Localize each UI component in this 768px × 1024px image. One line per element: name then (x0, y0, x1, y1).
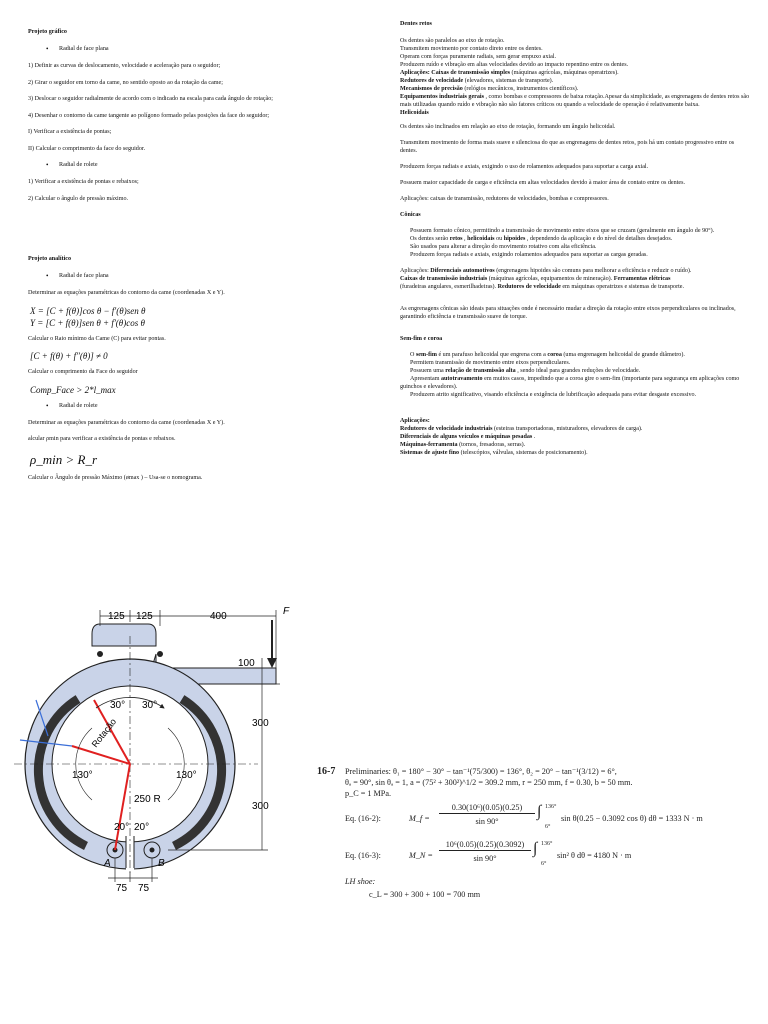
conicas-5: Aplicações: Diferenciais automotivos (engrenagens hipoides são comuns para melhorar a eficiência e reduzir o ruído). (400, 268, 692, 274)
conicas-7: (furadeiras angulares, esmerilhadeiras). Redutores de velocidade em máquinas operatrizes e sistemas de transporte. (400, 284, 685, 290)
dim-75-b: 75 (138, 883, 150, 894)
step-2: 2) Girar o seguidor em torno da came, no sentido oposto ao da rotação da came; (28, 79, 223, 86)
semfim-2: Permitem transmissão de movimento entre eixos perpendiculares. (410, 360, 571, 366)
aplicacao-4: Sistemas de ajuste fino (telescópios, válvulas, sistemas de posicionamento). (400, 450, 588, 456)
bullet-radial-face-plana: • Radial de face plana (59, 45, 368, 53)
preliminaries-line: Preliminaries: θ₁ = 180° − 30° − tan⁻¹(75/300) = 136°, θ₂ = 20° − tan⁻¹(3/12) = 6°, (345, 767, 617, 776)
angle-130-right: 130° (176, 770, 197, 781)
mf-numerator: 0.30(10⁶)(0.05)(0.25) (439, 802, 535, 814)
step-II: II) Calcular o comprimento da face do seguidor. (28, 145, 146, 152)
heading-projeto-grafico: Projeto gráfico (28, 29, 67, 35)
point-a-label: A (104, 858, 111, 869)
aplicacao-1: Redutores de velocidade industriais (esteiras transportadoras, misturadores, elevadores de carga). (400, 426, 643, 432)
aplicacao-3: Máquinas-ferramenta (tornos, fresadoras, serras). (400, 442, 526, 448)
helicoidais-4: Possuem maior capacidade de carga e eficiência em altas velocidades devido à maior área de contato entre os dentes. (400, 180, 685, 186)
radius-label: 250 R (134, 794, 161, 805)
solution-block (317, 764, 747, 904)
heading-dentes-retos: Dentes retos (400, 21, 432, 27)
semfim-3: Possuem uma relação de transmissão alta , sendo ideal para grandes reduções de velocidade. (410, 368, 641, 374)
bullet-analitico-face-plana: • Radial de face plana (59, 272, 368, 280)
analitico-step-1: Determinar as equações paramétricas do contorno da came (coordenadas X e Y). (28, 290, 225, 296)
step-4: 4) Desenhar o contorno da came tangente ao polígono formado pelas posições da face do seguidor; (28, 112, 270, 119)
dim-100: 100 (238, 658, 255, 669)
dim-125-a: 125 (108, 611, 125, 622)
mf-denominator: sin 90° (475, 817, 499, 826)
problem-number: 16-7 (317, 766, 336, 777)
step-rolete-2: 2) Calcular o ângulo de pressão máximo. (28, 195, 129, 202)
cl-equation: c_L = 300 + 300 + 100 = 700 mm (369, 890, 481, 899)
heading-sem-fim: Sem-fim e coroa (400, 336, 443, 342)
heading-conicas: Cônicas (400, 212, 421, 218)
pin-top-right (157, 651, 163, 657)
equation-c: [C + f(θ) + f″(θ)] ≠ 0 (30, 351, 108, 361)
dim-400: 400 (210, 611, 227, 622)
semfim-5: Produzem atrito significativo, visando eficiência e exigência de lubrificação adequada para evitar desgaste excessivo. (410, 392, 697, 398)
dim-300-bottom: 300 (252, 801, 269, 812)
helicoidais-5: Aplicações: caixas de transmissão, redutores de velocidades, bombas e compressores. (400, 196, 609, 202)
eq-16-3-label: Eq. (16-3): (345, 851, 381, 860)
mn-lower: 6° (541, 861, 547, 867)
point-b-label: B (158, 858, 165, 869)
helicoidais-3: Produzem forças radiais e axiais, exigindo o uso de rolamentos adequados para suportar a carga axial. (400, 164, 649, 170)
equation-x: X = [C + f(θ)]cos θ − f′(θ)sen θ (30, 305, 146, 316)
mn-integral: ∫ (533, 840, 538, 857)
analitico-step-3: Calcular o comprimento da Face do seguidor (28, 369, 138, 375)
left-column (28, 28, 368, 490)
conicas-3: São usados para alterar a direção do movimento rotativo com alta eficiência. (410, 244, 597, 250)
conicas-1: Possuem formato cônico, permitindo a transmissão de movimento entre eixos que se cruzam (geralmente em ângulo de 90°). (410, 228, 715, 234)
step-3: 3) Deslocar o seguidor radialmente de acordo com o indicado na escala para cada ângulo de rotação; (28, 96, 273, 102)
helicoidais-2: Transmitem movimento de forma mais suave e silenciosa do que as engrenagens de dentes retos, pois há um contato progressivo entre os dentes. (400, 140, 735, 154)
mf-upper: 136° (545, 804, 557, 810)
mf-body: sin θ(0.25 − 0.3092 cos θ) dθ = 1333 N · m (561, 814, 703, 823)
equation-comp: Comp_Face > 2*l_max (30, 384, 116, 395)
retos-2: Transmitem movimento por contato direto entre os dentes. (400, 46, 543, 52)
heading-helicoidais: Helicoidais (400, 110, 429, 116)
analitico-step-4: Determinar as equações paramétricas do contorno da came (coordenadas X e Y). (28, 419, 225, 426)
pin-b (144, 842, 160, 858)
mn-numerator: 10⁶(0.05)(0.25)(0.3092) (439, 839, 531, 851)
mn-body: sin² θ dθ = 4180 N · m (557, 851, 632, 860)
preliminaries-line-3: p_C = 1 MPa. (345, 789, 392, 798)
rotation-label: Rotação (89, 716, 119, 750)
equation-rho: ρ_min > R_r (30, 451, 98, 467)
step-rolete-1: 1) Verificar a existência de pontas e rebaixos; (28, 179, 139, 185)
aplicacao-2: Diferenciais de alguns veículos e máquinas pesadas . (400, 434, 536, 440)
angle-30-left: 30° (110, 700, 126, 711)
semfim-1: O sem-fim é um parafuso helicoidal que engrena com a coroa (uma engrenagem helicoidal de grande diâmetro). (410, 352, 685, 358)
conicas-2: Os dentes serão retos , helicoidais ou hipoides , dependendo da aplicação e do nível de detalhes desejados. (410, 236, 673, 242)
equation-y: Y = [C + f(θ)]sen θ + f′(θ)cos θ (30, 317, 145, 328)
conicas-8: As engrenagens cônicas são ideais para situações onde é necessário mudar a direção da rotação entre eixos perpendiculares ou inclinados, garantindo eficiência e transmissão suave de torque. (400, 306, 736, 320)
retos-5: Aplicações: Caixas de transmissão simples (máquinas agrícolas, máquinas operatrizes). (400, 70, 619, 76)
force-arrow (267, 620, 277, 668)
helicoidais-1: Os dentes são inclinados em relação ao eixo de rotação, formando um ângulo helicoidal. (400, 124, 616, 130)
conicas-4: Produzem forças radiais e axiais, exigindo rolamentos adequados para suportar as cargas geradas. (410, 252, 648, 258)
heading-aplicacoes: Aplicações: (400, 418, 430, 424)
analitico-step-2: Calcular o Raio mínimo da Came (C) para evitar pontas. (28, 335, 166, 342)
mn-lhs: M_N = (409, 851, 433, 860)
bullet-radial-rolete: • Radial de rolete (59, 161, 368, 169)
eq-16-2-label: Eq. (16-2): (345, 814, 381, 823)
angle-130-left: 130° (72, 770, 93, 781)
angle-20-right: 20° (134, 822, 150, 833)
semfim-4: Apresentam autotravamento em muitos casos, impedindo que a coroa gire o sem-fim (importante para segurança em aplicações como guinchos e elevadores). (400, 376, 740, 390)
heading-projeto-analitico: Projeto analítico (28, 256, 72, 262)
retos-8: Equipamentos industriais gerais , como bombas e compressores de baixa rotação.Apesar da simplicidade, as engrenagens de dentes retos são mais utilizadas quando ruído e vibração não são fatores críticos ou quando a velocidade de operação é relativamente baixa. (400, 94, 750, 108)
dim-125-b: 125 (136, 611, 153, 622)
brake-figure (0, 596, 320, 896)
mf-lower: 6° (545, 824, 551, 830)
retos-7: Mecanismos de precisão (relógios mecânicos, instrumentos científicos). (400, 86, 579, 92)
step-1: 1) Definir as curvas de deslocamento, velocidade e aceleração para o seguidor; (28, 63, 221, 69)
lh-shoe-label: LH shoe: (345, 877, 376, 886)
retos-1: Os dentes são paralelos ao eixo de rotação. (400, 38, 505, 44)
dim-300-top: 300 (252, 718, 269, 729)
retos-6: Redutores de velocidade (elevadores, sistemas de transporte). (400, 78, 554, 84)
dim-75-a: 75 (116, 883, 128, 894)
conicas-6: Caixas de transmissão industriais (máquinas agrícolas, equipamentos de mineração). Ferramentas elétricas (400, 276, 671, 282)
analitico-step-5: alcular ρmin para verificar a existência de pontas e rebaixos. (28, 436, 176, 442)
step-I: I) Verificar a existência de pontas; (28, 129, 112, 135)
angle-20-left: 20° (114, 822, 130, 833)
preliminaries-line-2: θₐ = 90°, sin θₐ = 1, a = (75² + 300²)^1/2 = 309.2 mm, r = 250 mm, f = 0.30, b = 50 mm. (345, 778, 633, 787)
retos-3: Operam com forças puramente radiais, sem gerar empuxo axial. (400, 54, 557, 60)
mf-integral: ∫ (537, 803, 542, 820)
retos-4: Produzem ruído e vibração em altas velocidades devido ao impacto repentino entre os dentes. (400, 62, 629, 68)
bullet-analitico-rolete: • Radial de rolete (59, 402, 368, 410)
right-column (400, 20, 750, 457)
mf-lhs: M_f = (409, 814, 430, 823)
angle-30-right: 30° (142, 700, 158, 711)
pin-top-left (97, 651, 103, 657)
mn-upper: 136° (541, 841, 553, 847)
force-label: F (283, 606, 290, 617)
mn-denominator: sin 90° (473, 854, 497, 863)
analitico-step-6: Calcular o Ângulo de pressão Máximo (ømax ) – Usa-se o nomograma. (28, 474, 203, 481)
